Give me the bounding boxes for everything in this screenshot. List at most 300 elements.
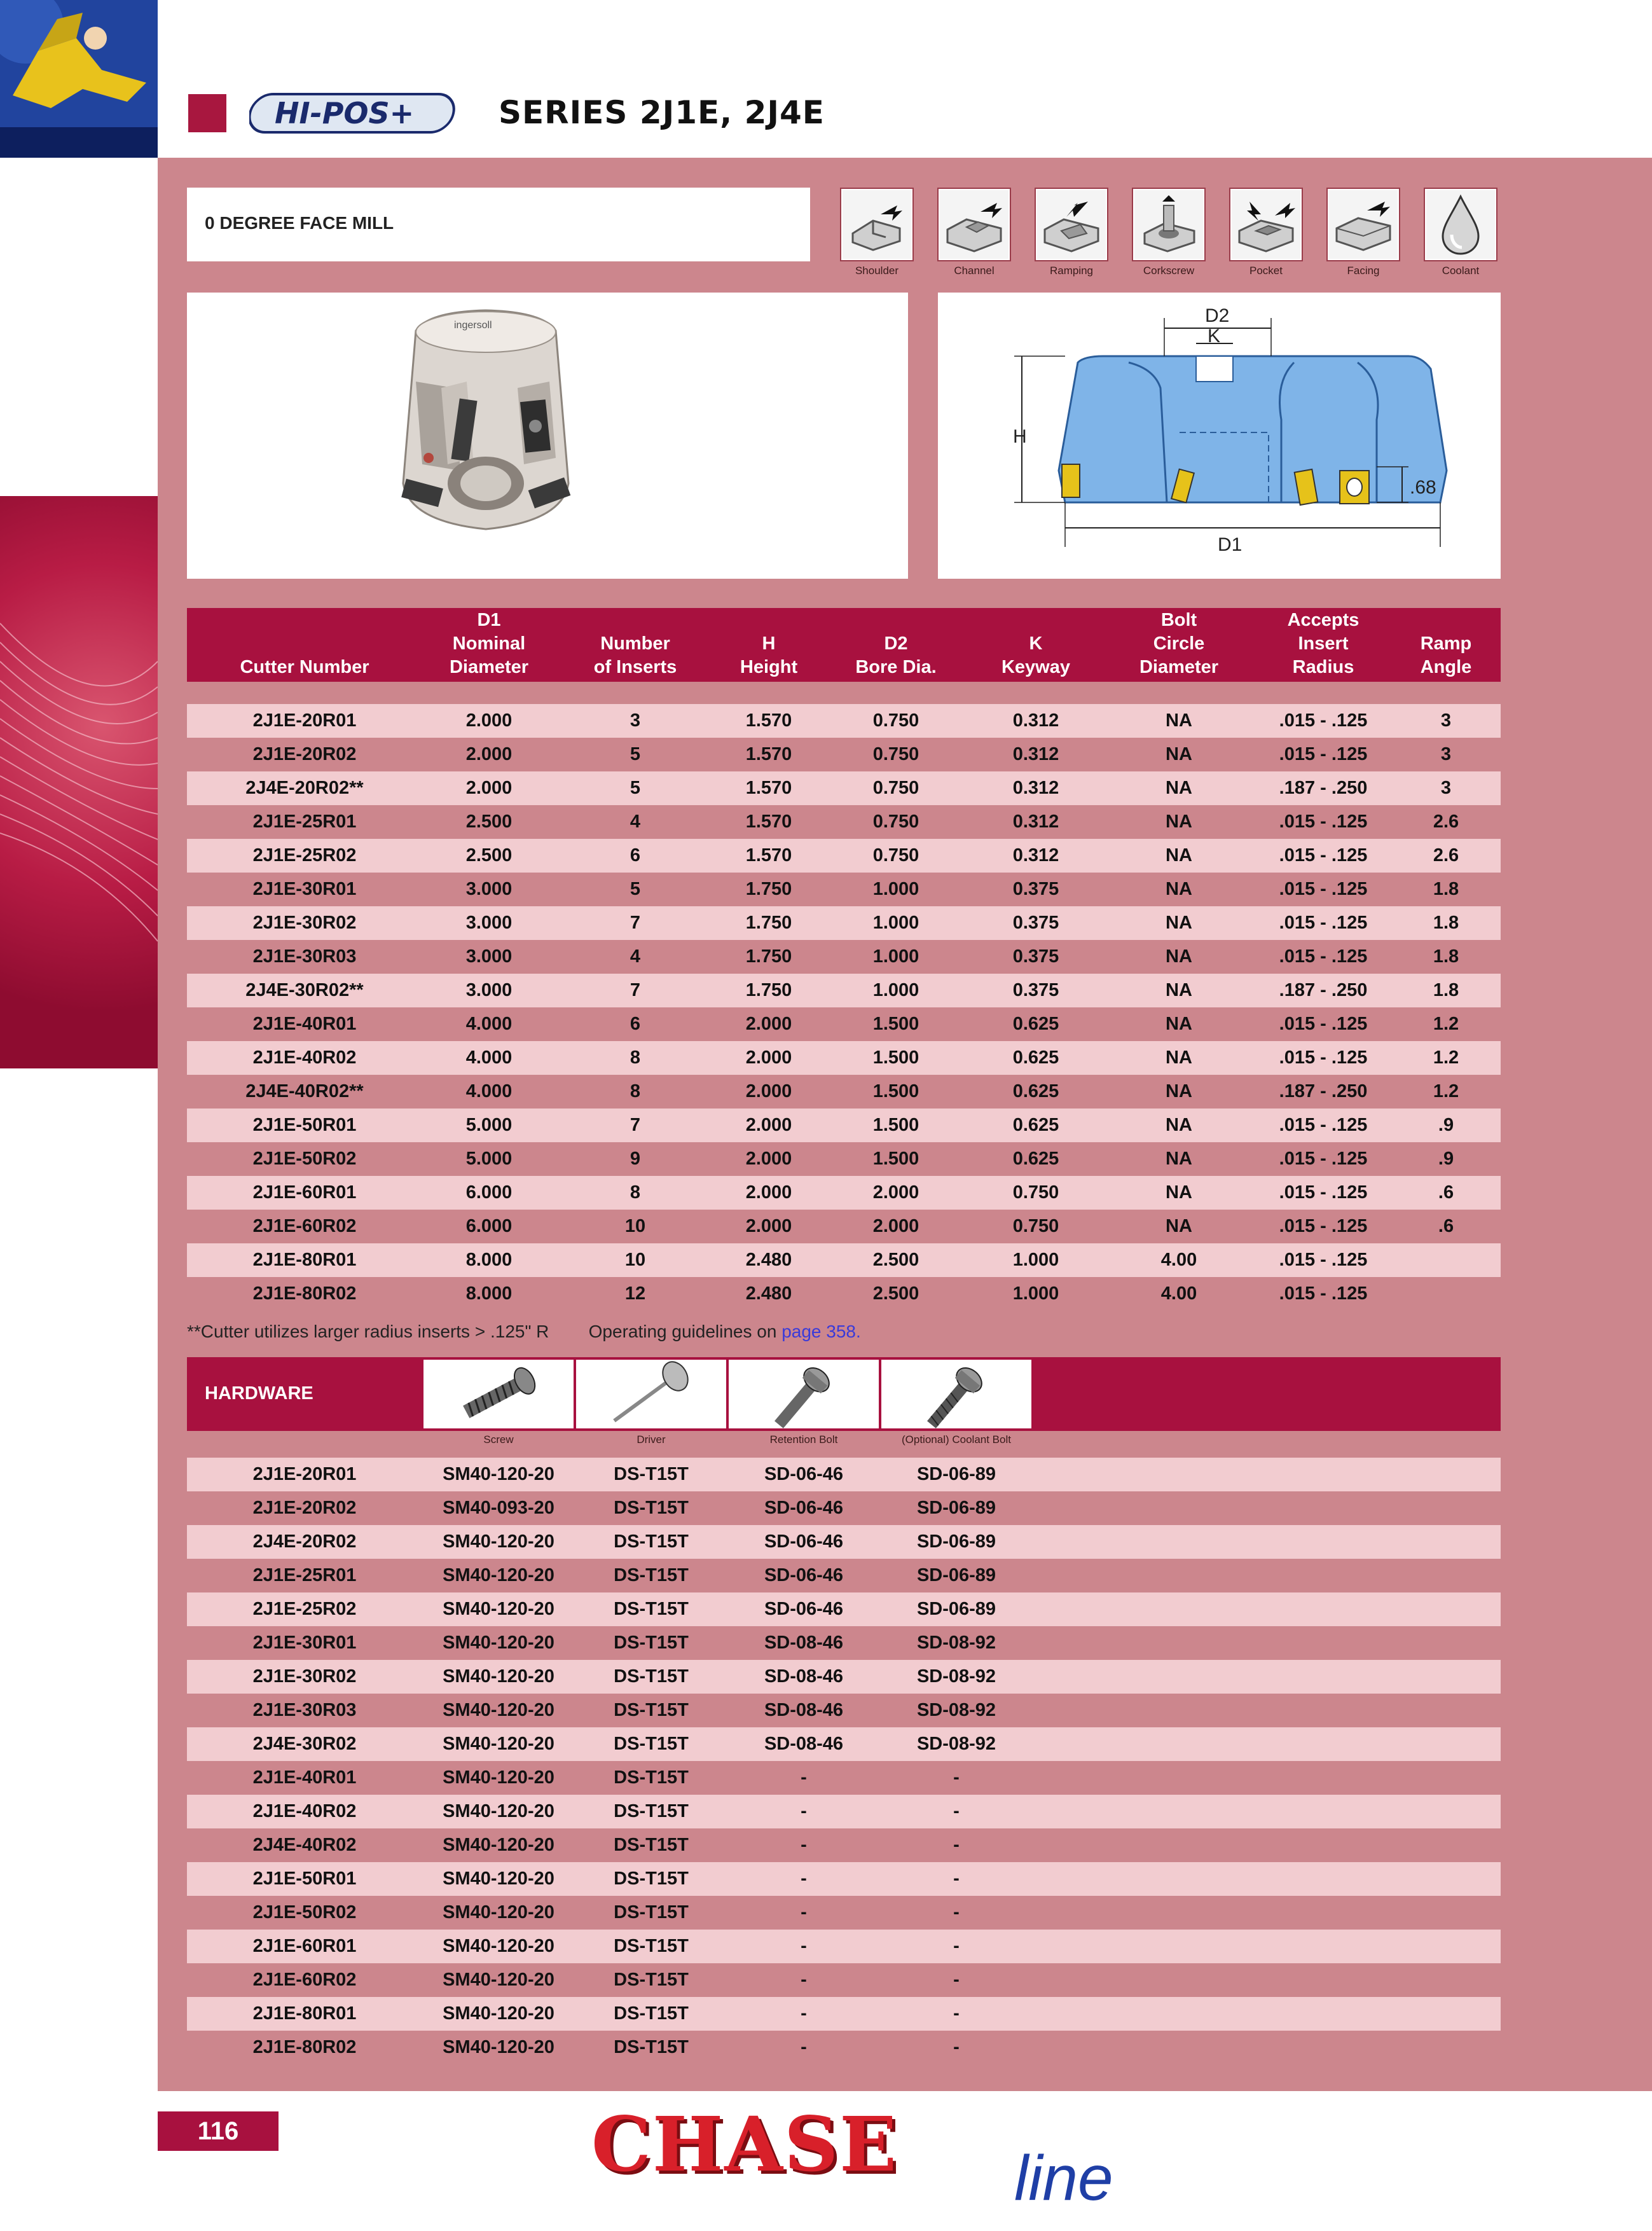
table-cell: 0.375 [1012,946,1059,967]
table-cell: .015 - .125 [1279,913,1368,933]
page-link[interactable]: page 358. [781,1322,861,1341]
spec-header-line: Nominal [452,633,526,654]
table-cell [1391,1243,1501,1277]
table-cell: 2J1E-80R01 [252,1250,357,1270]
table-cell: 8 [630,1182,641,1203]
table-cell: 1.500 [872,1081,919,1102]
spec-header-col-0 [187,608,422,682]
table-cell: SM40-120-20 [443,2003,554,2024]
spec-header-line: Radius [1292,657,1354,677]
table-cell: SM40-120-20 [443,1531,554,1552]
table-cell: - [953,2003,960,2024]
svg-text:.68: .68 [1410,477,1436,498]
op-label-shoulder: Shoulder [855,265,899,277]
table-cell: 0.750 [872,744,919,764]
table-cell: NA [1166,980,1192,1000]
table-cell: .015 - .125 [1279,1182,1368,1203]
table-cell: 2J4E-30R02 [252,1734,357,1754]
table-cell: 0.625 [1012,1115,1059,1135]
table-cell: SD-06-89 [916,1565,996,1585]
table-cell: 5 [630,879,641,899]
footnote-guidelines: Operating guidelines on [588,1322,782,1341]
table-cell: 2.000 [465,710,513,731]
table-cell: 0.312 [1012,845,1059,866]
spec-header-line: Bolt [1160,610,1197,630]
table-cell: 0.750 [872,710,919,731]
table-cell: 2J1E-20R01 [252,710,357,731]
spec-header-line: Ramp [1420,633,1472,654]
table-cell: 2J4E-40R02 [252,1835,357,1855]
table-cell: 1.570 [745,812,792,832]
table-cell: .9 [1438,1149,1454,1169]
table-cell: - [953,1902,960,1923]
table-cell: 2.000 [745,1047,792,1068]
table-cell: 3.000 [465,980,513,1000]
table-cell: 1.000 [872,980,919,1000]
table-cell: 0.750 [872,845,919,866]
table-cell: 2.500 [872,1283,919,1304]
table-cell: 2.000 [465,778,513,798]
table-cell: SM40-120-20 [443,2037,554,2057]
table-cell: 2J1E-60R02 [252,1970,357,1990]
table-row [187,805,1501,839]
table-cell: 1.8 [1433,879,1459,899]
table-cell: 1.750 [745,913,792,933]
table-row [187,704,1501,738]
table-cell: 2J1E-30R02 [252,1666,357,1687]
page-number: 116 [197,2117,239,2145]
table-cell: - [953,2037,960,2057]
table-cell: 1.570 [745,710,792,731]
table-cell: 1.2 [1433,1081,1459,1102]
spec-header-col-1 [422,608,556,682]
table-row [187,738,1501,771]
table-cell: NA [1166,1115,1192,1135]
series-title: SERIES 2J1E, 2J4E [499,94,825,131]
hardware-title: HARDWARE [205,1383,313,1404]
table-cell: 1.570 [745,744,792,764]
footnote-note: **Cutter utilizes larger radius inserts > .125" R [187,1322,549,1341]
spec-header-col-2 [556,608,715,682]
table-cell: 1.000 [872,946,919,967]
table-row [187,1761,1501,1795]
table-row [187,1176,1501,1210]
table-cell: 4.000 [465,1014,513,1034]
table-cell: 6.000 [465,1182,513,1203]
table-cell: DS-T15T [614,1565,689,1585]
spec-header-col-5 [969,608,1103,682]
table-row [187,1592,1501,1626]
spec-header-line: Bore Dia. [855,657,937,677]
table-cell: 8.000 [465,1283,513,1304]
table-row [187,1559,1501,1592]
spec-header-col-3 [715,608,823,682]
table-cell: DS-T15T [614,2003,689,2024]
table-cell: 8 [630,1047,641,1068]
table-cell: 5 [630,744,641,764]
table-cell: DS-T15T [614,1936,689,1956]
table-cell: 8 [630,1081,641,1102]
table-cell: 1.750 [745,879,792,899]
table-cell: SD-06-89 [916,1498,996,1518]
table-cell: 4.000 [465,1081,513,1102]
table-cell: 2J1E-80R02 [252,2037,357,2057]
table-cell: .015 - .125 [1279,946,1368,967]
driver-icon [576,1360,726,1428]
table-cell: 1.500 [872,1047,919,1068]
table-cell: 6 [630,845,641,866]
table-cell: 10 [624,1250,646,1270]
table-cell: .015 - .125 [1279,710,1368,731]
table-cell: - [801,1835,807,1855]
table-cell: 1.000 [1012,1283,1059,1304]
table-row [187,1795,1501,1828]
table-cell: DS-T15T [614,1734,689,1754]
table-cell: .015 - .125 [1279,845,1368,866]
table-cell: 6 [630,1014,641,1034]
table-cell: NA [1166,946,1192,967]
table-cell: 0.750 [1012,1182,1059,1203]
table-cell: DS-T15T [614,1599,689,1619]
table-row [187,1862,1501,1896]
table-cell: - [953,1936,960,1956]
table-cell: 2.000 [872,1182,919,1203]
table-cell: - [801,1868,807,1889]
product-image [187,293,908,579]
table-cell: SD-08-46 [764,1700,844,1720]
spec-header-col-6 [1103,608,1255,682]
table-cell: 2J1E-25R01 [252,812,357,832]
op-label-facing: Facing [1347,265,1380,277]
table-cell: DS-T15T [614,1801,689,1821]
table-cell: 2J1E-30R03 [252,1700,357,1720]
table-row [187,906,1501,940]
table-row [187,1243,1501,1277]
table-row [187,1277,1501,1311]
spec-header-line: D2 [884,633,908,654]
table-cell: 2.000 [465,744,513,764]
table-cell: 2J1E-20R01 [252,1464,357,1484]
table-cell: 0.625 [1012,1081,1059,1102]
table-cell: 0.375 [1012,879,1059,899]
table-row [187,1660,1501,1694]
op-label-coolant: Coolant [1442,265,1480,277]
table-cell: - [953,1801,960,1821]
table-row [187,771,1501,805]
table-cell: SD-06-46 [764,1531,844,1552]
table-cell: 2.6 [1433,845,1459,866]
table-cell: 1.570 [745,778,792,798]
table-cell: .015 - .125 [1279,1216,1368,1236]
footnote [187,1322,861,1342]
pocket-icon [1229,188,1303,261]
spec-header-line: Keyway [1001,657,1070,677]
table-cell: SM40-120-20 [443,1835,554,1855]
table-cell: 2.500 [465,812,513,832]
shoulder-icon [840,188,914,261]
table-row [187,1041,1501,1075]
ramping-icon [1035,188,1108,261]
table-cell: 1.500 [872,1014,919,1034]
screw-icon [423,1360,574,1428]
table-cell: SM40-120-20 [443,1936,554,1956]
table-cell: SM40-093-20 [443,1498,554,1518]
table-cell: 8.000 [465,1250,513,1270]
table-cell: DS-T15T [614,1970,689,1990]
table-cell: 2J1E-30R03 [252,946,357,967]
header-accent-square [188,94,226,132]
table-cell: 2J1E-80R02 [252,1283,357,1304]
svg-text:K: K [1208,326,1221,347]
table-cell: SM40-120-20 [443,1970,554,1990]
table-cell: 0.375 [1012,980,1059,1000]
spec-header-line: Insert [1298,633,1349,654]
corkscrew-icon [1132,188,1206,261]
table-cell: 4.000 [465,1047,513,1068]
table-cell: 3 [630,710,641,731]
table-cell: 2J1E-80R01 [252,2003,357,2024]
table-row [187,873,1501,906]
table-cell: .6 [1438,1182,1454,1203]
table-cell: 3 [1440,744,1452,764]
table-cell: 3 [1440,778,1452,798]
table-cell: 2J1E-40R02 [252,1801,357,1821]
table-cell: NA [1166,1182,1192,1203]
table-cell: - [801,1801,807,1821]
table-cell: 4.00 [1160,1250,1197,1270]
table-cell: DS-T15T [614,2037,689,2057]
table-cell: .187 - .250 [1279,1081,1368,1102]
table-cell: SM40-120-20 [443,1633,554,1653]
spec-header-line: Diameter [449,657,529,677]
table-cell: 2.000 [745,1014,792,1034]
spec-header-line: Height [740,657,798,677]
table-cell: .015 - .125 [1279,1283,1368,1304]
spec-header-line: Number [600,633,670,654]
table-cell: .015 - .125 [1279,1047,1368,1068]
table-cell: 2J1E-40R01 [252,1014,357,1034]
table-cell: 0.312 [1012,812,1059,832]
table-cell: NA [1166,1014,1192,1034]
table-cell: 1.500 [872,1149,919,1169]
table-cell: 2J1E-25R02 [252,1599,357,1619]
table-row [187,1828,1501,1862]
table-cell: 1.750 [745,980,792,1000]
table-cell: SM40-120-20 [443,1666,554,1687]
table-cell: 10 [624,1216,646,1236]
table-cell: 3.000 [465,913,513,933]
table-cell: SD-08-46 [764,1666,844,1687]
spec-header-line: of Inserts [593,657,677,677]
table-cell: SD-06-46 [764,1498,844,1518]
table-cell: 0.312 [1012,710,1059,731]
table-row [187,974,1501,1007]
table-cell: 1.000 [872,913,919,933]
table-row [187,1210,1501,1243]
table-cell: 0.750 [1012,1216,1059,1236]
table-cell: 2J4E-20R02 [252,1531,357,1552]
spec-header-line: K [1029,633,1043,654]
table-cell: DS-T15T [614,1498,689,1518]
table-cell: SD-06-89 [916,1599,996,1619]
table-cell: 2.000 [745,1081,792,1102]
table-cell: 2J1E-30R01 [252,879,357,899]
table-row [187,1458,1501,1491]
table-cell: 6.000 [465,1216,513,1236]
table-cell: SD-08-92 [916,1666,996,1687]
table-cell: - [801,2037,807,2057]
table-cell: 2.000 [745,1115,792,1135]
op-label-ramping: Ramping [1049,265,1094,277]
table-cell: NA [1166,710,1192,731]
table-cell [1391,1277,1501,1311]
table-cell: 12 [624,1283,646,1304]
table-cell: DS-T15T [614,1633,689,1653]
table-cell: 2.480 [745,1250,792,1270]
spec-header-line: Accepts [1287,610,1359,630]
table-cell: - [801,1902,807,1923]
table-cell: - [801,1936,807,1956]
table-cell: DS-T15T [614,1666,689,1687]
table-cell: SD-06-89 [916,1464,996,1484]
table-cell: SD-06-46 [764,1464,844,1484]
facing-icon [1326,188,1400,261]
table-cell: 0.312 [1012,744,1059,764]
hw-label-screw: Screw [483,1433,514,1446]
table-cell: NA [1166,913,1192,933]
table-cell: 2J1E-30R02 [252,913,357,933]
svg-text:D1: D1 [1218,534,1242,555]
table-cell: 0.625 [1012,1014,1059,1034]
table-cell: 4.00 [1160,1283,1197,1304]
table-cell: 2J4E-20R02** [245,778,364,798]
table-cell: .9 [1438,1115,1454,1135]
table-cell: 7 [630,980,641,1000]
table-cell: SD-06-46 [764,1565,844,1585]
spec-header-col-8 [1391,608,1501,682]
table-cell: - [953,1767,960,1788]
table-cell: 2J1E-50R01 [252,1868,357,1889]
table-cell: 0.312 [1012,778,1059,798]
table-cell: 1.8 [1433,980,1459,1000]
table-cell: 5.000 [465,1149,513,1169]
table-cell: .015 - .125 [1279,1149,1368,1169]
table-cell: 2J4E-40R02** [245,1081,364,1102]
table-row [187,1930,1501,1963]
table-cell: SD-08-92 [916,1633,996,1653]
table-cell: SM40-120-20 [443,1801,554,1821]
table-row [187,1075,1501,1109]
hw-label-retention-bolt: Retention Bolt [769,1433,838,1446]
table-row [187,2031,1501,2064]
table-cell: 5.000 [465,1115,513,1135]
technical-diagram [938,293,1501,579]
table-cell: .015 - .125 [1279,1250,1368,1270]
table-cell: 1.2 [1433,1047,1459,1068]
table-row [187,1626,1501,1660]
svg-text:H: H [1013,426,1027,447]
table-cell: 2J1E-25R02 [252,845,357,866]
table-cell: DS-T15T [614,1902,689,1923]
table-cell: 7 [630,913,641,933]
spec-header-col-4 [823,608,969,682]
table-cell: 0.375 [1012,913,1059,933]
table-cell: 4 [630,812,641,832]
table-cell: 2J1E-40R02 [252,1047,357,1068]
spec-header-line: Diameter [1139,657,1219,677]
svg-text:D2: D2 [1205,305,1230,326]
svg-text:ingersoll: ingersoll [454,320,492,331]
table-cell: DS-T15T [614,1835,689,1855]
table-cell: 2J1E-60R01 [252,1936,357,1956]
table-cell: SM40-120-20 [443,1565,554,1585]
table-cell: 2.000 [745,1182,792,1203]
table-cell: 2J1E-50R02 [252,1149,357,1169]
table-cell: SD-08-46 [764,1633,844,1653]
op-label-pocket: Pocket [1249,265,1283,277]
table-cell: NA [1166,879,1192,899]
table-cell: 1.570 [745,845,792,866]
table-cell: 2.6 [1433,812,1459,832]
table-cell: - [801,2003,807,2024]
table-cell: 2J1E-20R02 [252,1498,357,1518]
spec-header-col-7 [1255,608,1391,682]
table-cell: 3 [1440,710,1452,731]
table-cell: .015 - .125 [1279,879,1368,899]
table-cell: DS-T15T [614,1464,689,1484]
table-row [187,1007,1501,1041]
table-row [187,1109,1501,1142]
table-row [187,1963,1501,1997]
table-row [187,1727,1501,1761]
table-cell: SD-08-46 [764,1734,844,1754]
table-cell: 2J1E-25R01 [252,1565,357,1585]
table-cell: 2J4E-30R02** [245,980,364,1000]
table-cell: 2J1E-20R02 [252,744,357,764]
table-cell: DS-T15T [614,1767,689,1788]
table-cell: 2.000 [745,1216,792,1236]
table-cell: 1.8 [1433,913,1459,933]
decorative-photo [0,0,158,158]
table-row [187,1694,1501,1727]
table-row [187,1896,1501,1930]
table-cell: 0.625 [1012,1149,1059,1169]
table-cell: - [953,1970,960,1990]
chaseline-logo-line: line [1014,2143,1113,2214]
decorative-swirl [0,496,158,1068]
table-cell: 0.750 [872,812,919,832]
svg-text:HI-POS+: HI-POS+ [275,96,415,130]
table-cell: DS-T15T [614,1700,689,1720]
spec-header-line: H [762,633,776,654]
table-cell: 2.500 [872,1250,919,1270]
table-cell: 9 [630,1149,641,1169]
spec-header-line: Cutter Number [240,657,369,677]
table-row [187,1142,1501,1176]
table-cell: .6 [1438,1216,1454,1236]
table-cell: 1.2 [1433,1014,1459,1034]
spec-header-line: Angle [1420,657,1472,677]
table-cell: SM40-120-20 [443,1734,554,1754]
table-cell: 0.750 [872,778,919,798]
spec-header-line: Circle [1153,633,1205,654]
table-row [187,1997,1501,2031]
table-cell: NA [1166,1047,1192,1068]
table-cell: 2J1E-30R01 [252,1633,357,1653]
table-cell: NA [1166,1149,1192,1169]
table-cell: .187 - .250 [1279,778,1368,798]
table-cell: SM40-120-20 [443,1700,554,1720]
